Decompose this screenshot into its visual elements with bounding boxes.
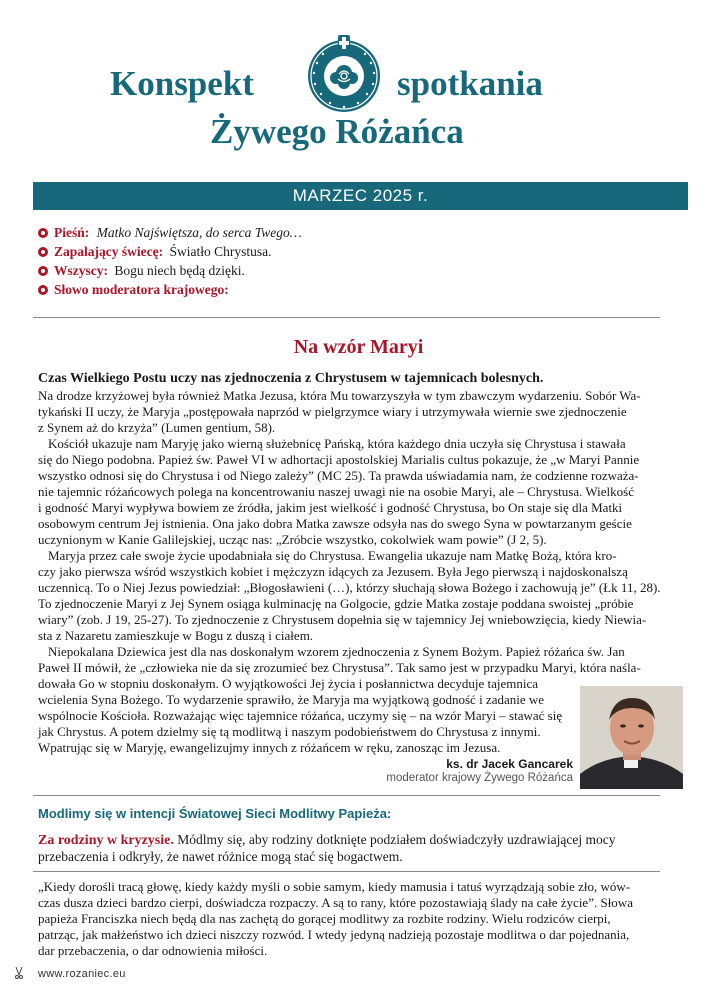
article-line: To zjednoczenie Maryi z Jej Synem osiąga kulminację na Golgocie, gdzie Matka zostaje poddana swoistej „próbie xyxy=(38,596,634,611)
article-line: wszystko odnosi się do Chrystusa i od Niego zależy” (MC 25). Ta prawda uświadamia nam, że codzienne rozważa- xyxy=(38,468,639,483)
agenda-value: Matko Najświętsza, do serca Twego… xyxy=(96,225,302,240)
quote-line: patrząc, jak małżeństwo ich dzieci niszczy rozwód. I wtedy jedyną nadzieją pozostaje modlitwa o dar pojednania, xyxy=(38,927,630,942)
month-banner: MARZEC 2025 r. xyxy=(33,182,688,210)
article-line: Kościół ukazuje nam Maryję jako wierną służebnicę Pańską, która każdego dnia uczyła się Chrystusa i stawała xyxy=(48,436,626,451)
article-line: się do Niego podobna. Papież św. Paweł VI w adhortacji apostolskiej Marialis cultus pokazuje, że „w Maryi Pannie xyxy=(38,452,640,467)
quote-line: „Kiedy dorośli tracą głowę, kiedy każdy myśli o sobie samym, kiedy mamusia i tatuś wyrządzają sobie zło, wów- xyxy=(38,879,631,894)
agenda-label: Słowo moderatora krajowego: xyxy=(54,282,229,297)
quote-line: papieża Franciszka niech będą dla nas zachętą do gorącej modlitwy za rozbite rodziny. Wielu rodziców cierpi, xyxy=(38,911,611,926)
intention-label: Za rodziny w kryzysie. xyxy=(38,833,174,848)
bullet-icon xyxy=(38,285,48,295)
quote-line: dar przebaczenia, o dar odnowienia miłości. xyxy=(38,943,268,958)
article-line: czy jako pierwsza wśród wszystkich kobiet i mężczyzn idących za Jezusem. Była Jego pierwszą i najdoskonalszą xyxy=(38,564,628,579)
footer-website[interactable]: www.rozaniec.eu xyxy=(38,968,126,980)
agenda-item-slowo-moderatora xyxy=(38,281,229,298)
article-line: uczennicą. To o Niej Jezus powiedział: „Błogosławieni (…), którzy słuchają słowa Bożego i zachowują je” (Łk 11, 28). xyxy=(38,580,661,595)
article-line: z Synem aż do krzyża” (Lumen gentium, 58). xyxy=(38,420,276,435)
article-line: Wpatrując się w Maryję, ewangelizujmy innych z różańcem w ręku, zanosząc im Jezusa. xyxy=(38,740,501,755)
article-line: wcielenia Syna Bożego. To wydarzenie sprawiło, że Maryja ma wyjątkową godność i zadanie we xyxy=(38,692,545,707)
quote-line: czas dusza dzieci bardzo cierpi, doświadcza rozpaczy. A są to rany, które pozostawiają ślady na całe życie”. Słowa xyxy=(38,895,633,910)
agenda-item-piesn xyxy=(38,224,302,241)
article-line: uczynionym w Kanie Galilejskiej, ucząc nas: „Zróbcie wszystko, cokolwiek wam powie” (J 2, 5). xyxy=(38,532,547,547)
agenda-label: Zapalający świecę: xyxy=(54,244,164,259)
author-photo xyxy=(580,686,683,789)
article-line: nie tajemnic różańcowych polega na koncentrowaniu naszej uwagi nie na osobie Maryi, ale – Chrystusa. Wielkość xyxy=(38,484,634,499)
article-lead: Czas Wielkiego Postu uczy nas zjednoczenia z Chrystusem w tajemnicach bolesnych. xyxy=(38,371,544,386)
signature-name: ks. dr Jacek Gancarek xyxy=(446,757,573,771)
article-title: Na wzór Maryi xyxy=(293,336,424,358)
intention-heading: Modlimy się w intencji Światowej Sieci Modlitwy Papieża: xyxy=(38,806,392,821)
agenda-item-swieca xyxy=(38,243,272,260)
agenda-value: Bogu niech będą dzięki. xyxy=(114,263,245,278)
article-line: wspólnocie Kościoła. Rozważając więc tajemnice różańca, uczymy się – na wzór Maryi – stawać się xyxy=(38,708,563,723)
article-line: Paweł II mówił, że „człowieka nie da się zrozumieć bez Chrystusa”. Tak samo jest w przypadku Maryi, która naśla- xyxy=(38,660,641,675)
bullet-icon xyxy=(38,247,48,257)
agenda-label: Wszyscy: xyxy=(54,263,108,278)
article-line: Na drodze krzyżowej była również Matka Jezusa, która Mu towarzyszyła w tym zbawczym wydarzeniu. Sobór Wa- xyxy=(38,388,641,403)
article-line: Niepokalana Dziewica jest dla nas doskonałym wzorem zjednoczenia z Synem Bożym. Papież różańca św. Jan xyxy=(48,644,625,659)
article-line: dowała Go w stopniu doskonałym. O wyjątkowości Jej życia i posłannictwa decyduje tajemnica xyxy=(38,676,539,691)
scissors-icon xyxy=(14,966,24,978)
intention-text: Módlmy się, aby rodziny dotknięte podziałem doświadczyły uzdrawiającej mocy xyxy=(177,832,616,847)
article-line: wiary” (zob. J 19, 25-27). To zjednoczenie z Chrystusem dopełnia się w tajemnicy Jej wniebowzięcia, kiedy Niewia- xyxy=(38,612,647,627)
divider xyxy=(33,871,660,872)
agenda-label: Pieśń: xyxy=(54,225,90,240)
signature-role: moderator krajowy Żywego Różańca xyxy=(386,772,573,784)
article-line: tykański II uczy, że Maryja „postępowała naprzód w pielgrzymce wiary i utrzymywała wiernie swe zjednoczenie xyxy=(38,404,627,419)
article-line: osobowym centrum Jej istnienia. Ona jako dobra Matka zawsze odsyła nas do swego Syna w powtarzanym geście xyxy=(38,516,632,531)
title-zywego-rozanca: Żywego Różańca xyxy=(210,112,464,151)
title-konspekt: Konspekt xyxy=(110,64,254,103)
intention-line-2: przebaczenia i odkryły, że nawet różnice mogą stać się bogactwem. xyxy=(38,849,403,864)
article-line: sta z Nazaretu zamieszkuje w Bogu z duszą i ciałem. xyxy=(38,628,314,643)
agenda-value: Światło Chrystusa. xyxy=(169,244,272,259)
bullet-icon xyxy=(38,228,48,238)
title-spotkania: spotkania xyxy=(397,64,543,103)
article-line: i godność Maryi wypływa bowiem ze źródła, jakim jest wielkość i godność Chrystusa, bo On staje się dla Matki xyxy=(38,500,623,515)
divider xyxy=(33,317,660,318)
article-line: Maryja przez całe swoje życie upodabniała się do Chrystusa. Ewangelia ukazuje nam Matkę Bożą, która kro- xyxy=(48,548,617,563)
agenda-item-wszyscy xyxy=(38,262,245,279)
bullet-icon xyxy=(38,266,48,276)
zywy-rozaniec-logo xyxy=(303,33,385,115)
article-line: jak Chrystus. A potem dzielmy się tą modlitwą i naszym podobieństwem do Chrystusa z innymi. xyxy=(38,724,541,739)
intention-line-1 xyxy=(38,831,615,849)
divider xyxy=(33,795,660,796)
